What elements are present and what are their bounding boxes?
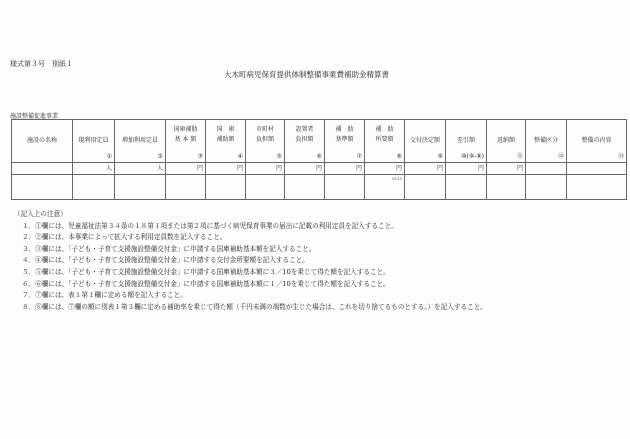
note-item-1: １．①欄には、児童福祉法第３４条の１８第１項または第２項に基づく病児保育事業の届出に記載の利用定員を記入すること。 bbox=[22, 221, 398, 230]
header-label-line1: 国 庫 bbox=[216, 126, 235, 133]
column-header-11 bbox=[487, 120, 526, 163]
header-label-line1: 整備の内容 bbox=[581, 137, 612, 144]
subsidy-rate-note: 10/10 bbox=[391, 177, 402, 181]
document-title: 大木町病児保育提供体制整備事業費補助金精算書 bbox=[224, 70, 389, 79]
column-header-12 bbox=[526, 120, 567, 163]
note-item-7: ７．⑦欄には、表１第１欄に定める額を記入すること。 bbox=[22, 291, 187, 300]
unit-cell: 円 bbox=[206, 163, 246, 175]
column-header-label bbox=[405, 136, 445, 146]
header-label-line2: 負担額 bbox=[295, 136, 314, 143]
unit-cell bbox=[567, 163, 627, 175]
column-header-label bbox=[526, 136, 566, 146]
unit-cell: 円 bbox=[285, 163, 325, 175]
data-cell[interactable] bbox=[246, 175, 285, 200]
column-header-label bbox=[446, 136, 486, 146]
column-header-label bbox=[115, 136, 165, 146]
header-label-line2: 基 本 額 bbox=[174, 136, 197, 143]
column-header-7 bbox=[325, 120, 365, 163]
header-label-line1: 市町村 bbox=[255, 126, 274, 133]
column-number: ⑬ bbox=[617, 153, 624, 160]
column-number: ⑫ bbox=[557, 153, 564, 160]
data-cell[interactable] bbox=[365, 175, 405, 200]
data-cell[interactable] bbox=[405, 175, 446, 200]
column-number: ⑩(⑨-⑧) bbox=[461, 153, 484, 160]
column-header-label bbox=[73, 136, 114, 146]
units-row bbox=[12, 163, 627, 175]
unit-cell: 円 bbox=[365, 163, 405, 175]
header-label-line2: 負担額 bbox=[255, 136, 274, 143]
header-label-line2: 補助額 bbox=[216, 136, 235, 143]
unit-cell: 円 bbox=[405, 163, 446, 175]
header-label-line2: 所要額 bbox=[375, 136, 394, 143]
data-cell[interactable] bbox=[325, 175, 365, 200]
column-number: ⑨ bbox=[437, 153, 443, 160]
header-row bbox=[12, 120, 627, 163]
column-number: ① bbox=[106, 153, 112, 160]
column-number: ⑥ bbox=[316, 153, 322, 160]
column-header-label bbox=[365, 125, 404, 145]
column-header-8 bbox=[365, 120, 405, 163]
data-cell[interactable] bbox=[487, 175, 526, 200]
unit-cell: 人 bbox=[73, 163, 115, 175]
form-number: 様式第３号 別紙１ bbox=[10, 60, 73, 68]
column-header-label bbox=[567, 136, 626, 146]
notes-heading: （記入上の注意） bbox=[14, 210, 67, 218]
column-header-label bbox=[285, 125, 324, 145]
data-cell[interactable] bbox=[526, 175, 567, 200]
data-cell[interactable] bbox=[73, 175, 115, 200]
data-cell[interactable] bbox=[115, 175, 166, 200]
column-number: ⑦ bbox=[356, 153, 362, 160]
column-header-label bbox=[325, 125, 364, 145]
column-header-label bbox=[206, 125, 245, 145]
column-header-6 bbox=[285, 120, 325, 163]
note-item-5: ５．⑤欄には、「子ども・子育て支援施設整備交付金」に申請する国庫補助基本額に３／10を乗じて得た額を記入すること。 bbox=[22, 267, 390, 276]
header-label-line1: 補 助 bbox=[375, 126, 394, 133]
column-header-label bbox=[166, 125, 205, 145]
column-number: ② bbox=[157, 153, 163, 160]
column-header-9 bbox=[405, 120, 446, 163]
data-cell[interactable] bbox=[446, 175, 487, 200]
unit-cell: 円 bbox=[325, 163, 365, 175]
unit-cell: 円 bbox=[487, 163, 526, 175]
unit-cell: 円 bbox=[446, 163, 487, 175]
column-header-0 bbox=[12, 120, 73, 163]
column-header-10 bbox=[446, 120, 487, 163]
header-label-line1: 差引額 bbox=[456, 137, 475, 144]
column-number: ④ bbox=[237, 153, 243, 160]
data-cell[interactable] bbox=[206, 175, 246, 200]
note-item-4: ４．④欄には、「子ども・子育て支援施設整備交付金」に申請する交付金所要額を記入すること。 bbox=[22, 256, 309, 265]
data-cell[interactable] bbox=[285, 175, 325, 200]
column-header-2 bbox=[115, 120, 166, 163]
note-item-2: ２．②欄には、本事業によって拡大する利用定員数を記入すること。 bbox=[22, 233, 227, 242]
column-number: ③ bbox=[197, 153, 203, 160]
column-header-1 bbox=[73, 120, 115, 163]
notes-section bbox=[14, 209, 487, 313]
column-header-13 bbox=[567, 120, 627, 163]
note-item-8: ８．⑧欄には、⑦欄の額に別表１第３欄に定める補助率を乗じて得た額（千円未満の端数が生じた場合は、これを切り捨てるものとする。）を記入すること。 bbox=[22, 302, 487, 311]
column-number: ⑧ bbox=[396, 153, 402, 160]
column-number: ⑪ bbox=[516, 153, 523, 160]
header-label-line2: 基準額 bbox=[335, 136, 354, 143]
unit-cell bbox=[12, 163, 73, 175]
column-header-5 bbox=[246, 120, 285, 163]
section-label: 施設整備促進事業 bbox=[10, 113, 59, 120]
unit-cell bbox=[526, 163, 567, 175]
column-number: ⑤ bbox=[276, 153, 282, 160]
header-label-line1: 補 助 bbox=[335, 126, 354, 133]
data-cell[interactable] bbox=[166, 175, 206, 200]
data-cell[interactable] bbox=[12, 175, 73, 200]
header-label-line1: 現利用定員 bbox=[78, 137, 109, 144]
column-header-label bbox=[487, 136, 525, 146]
data-row bbox=[12, 175, 627, 200]
unit-cell: 円 bbox=[166, 163, 206, 175]
header-label-line1: 設置者 bbox=[295, 126, 314, 133]
note-item-6: ６．⑥欄には、「子ども・子育て支援施設整備交付金」に申請する国庫補助基本額に１／10を乗じて得た額を記入すること。 bbox=[22, 279, 390, 288]
header-label-line1: 整備区分 bbox=[533, 137, 558, 144]
column-header-4 bbox=[206, 120, 246, 163]
settlement-table bbox=[11, 119, 627, 200]
column-header-label bbox=[12, 136, 72, 146]
unit-cell: 円 bbox=[246, 163, 285, 175]
column-header-3 bbox=[166, 120, 206, 163]
header-label-line1: 国庫補助 bbox=[173, 126, 198, 133]
note-item-3: ３．③欄には、「子ども・子育て支援施設整備交付金」に申請する国庫補助基本額を記入すること。 bbox=[22, 244, 316, 253]
data-cell[interactable] bbox=[567, 175, 627, 200]
header-label-line1: 増加利用定員 bbox=[121, 137, 158, 144]
unit-cell: 人 bbox=[115, 163, 166, 175]
header-label-line1: 返納額 bbox=[496, 137, 515, 144]
header-label-line1: 交付決定額 bbox=[409, 137, 440, 144]
column-header-label bbox=[246, 125, 284, 145]
header-label-line1: 施設の名称 bbox=[26, 137, 57, 144]
